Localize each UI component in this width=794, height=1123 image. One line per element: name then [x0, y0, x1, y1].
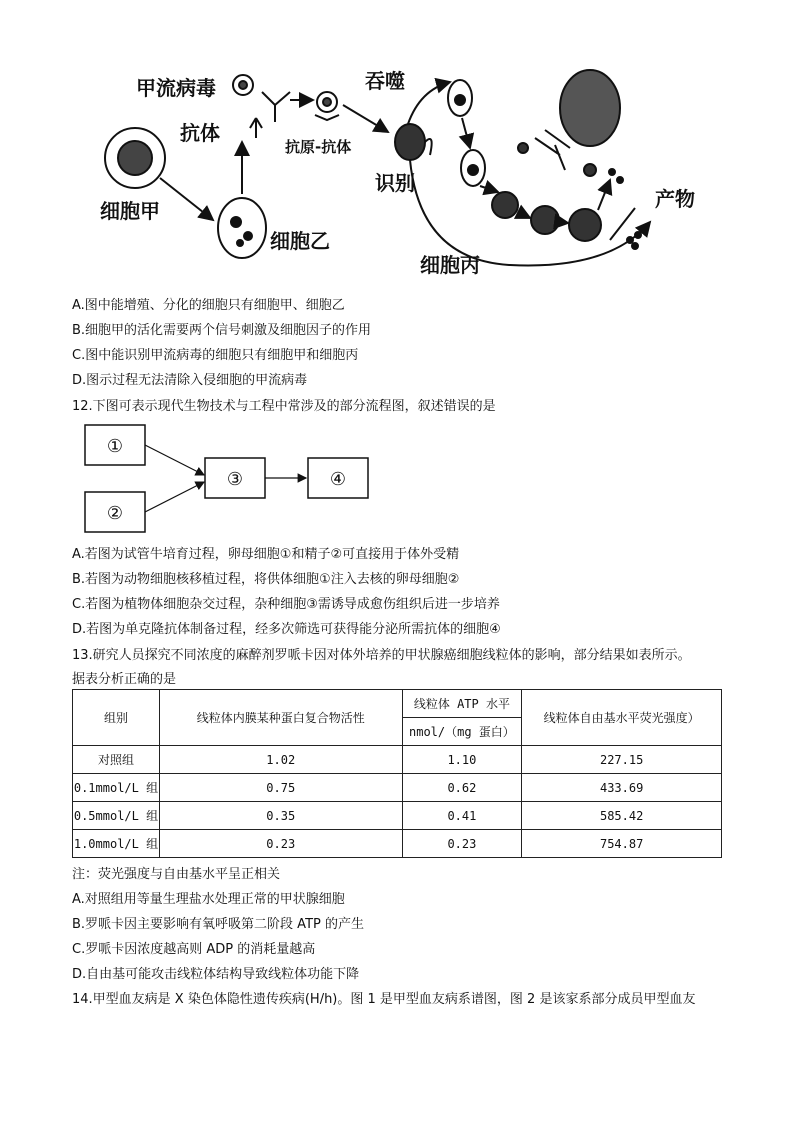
q12-stem: 12.下图可表示现代生物技术与工程中常涉及的部分流程图，叙述错误的是	[72, 399, 496, 414]
label-cell-b: 细胞乙	[270, 229, 330, 253]
cell-activity: 1.02	[159, 746, 402, 774]
cell-activity: 0.75	[159, 774, 402, 802]
label-phagocytose: 吞噬	[365, 69, 405, 93]
header-radical-fluorescence: 线粒体自由基水平荧光强度）	[522, 690, 722, 746]
label-cell-a: 细胞甲	[100, 199, 160, 223]
antigen-antibody-drawing	[315, 92, 339, 120]
virus-drawing	[233, 75, 253, 95]
q13-data-table	[72, 689, 722, 858]
q14-stem: 14.甲型血友病是 X 染色体隐性遗传疾病(H/h)。图 1 是甲型血友病系谱图，图 2 是该家系部分成员甲型血友	[72, 992, 696, 1007]
cell-activity: 0.35	[159, 802, 402, 830]
header-atp-level: 线粒体 ATP 水平	[402, 690, 522, 718]
q13-note: 注：荧光强度与自由基水平呈正相关	[72, 867, 281, 882]
phagocyte-drawing	[395, 70, 641, 249]
label-virus: 甲流病毒	[136, 76, 216, 100]
cell-atp: 0.62	[402, 774, 522, 802]
cell-fluorescence: 585.42	[522, 802, 722, 830]
table-row	[73, 774, 722, 802]
cell-group: 对照组	[73, 746, 160, 774]
q12-option-c: C.若图为植物体细胞杂交过程，杂种细胞③需诱导成愈伤组织后进一步培养	[72, 597, 500, 612]
q12-flow-diagram	[80, 420, 380, 535]
q11-option-a: A.图中能增殖、分化的细胞只有细胞甲、细胞乙	[72, 298, 345, 313]
q13-stem-line2: 据表分析正确的是	[72, 672, 177, 687]
q11-option-d: D.图示过程无法清除入侵细胞的甲流病毒	[72, 373, 308, 388]
label-recognize: 识别	[375, 171, 415, 195]
flow-box-3-label: ③	[226, 469, 244, 490]
label-antigen-antibody: 抗原-抗体	[285, 138, 352, 156]
q13-option-d: D.自由基可能攻击线粒体结构导致线粒体功能下降	[72, 967, 360, 982]
cell-activity: 0.23	[159, 830, 402, 858]
antibody-drawing	[262, 92, 290, 122]
table-row	[73, 802, 722, 830]
q12-option-b: B.若图为动物细胞核移植过程，将供体细胞①注入去核的卵母细胞②	[72, 572, 460, 587]
header-group: 组别	[73, 690, 160, 746]
table-header-row	[73, 690, 722, 718]
q13-option-c: C.罗哌卡因浓度越高则 ADP 的消耗量越高	[72, 942, 316, 957]
header-atp-unit: nmol/（mg 蛋白）	[402, 718, 522, 746]
table-row	[73, 830, 722, 858]
q13-option-a: A.对照组用等量生理盐水处理正常的甲状腺细胞	[72, 892, 345, 907]
flow-box-2-label: ②	[106, 503, 124, 524]
q12-option-d: D.若图为单克隆抗体制备过程，经多次筛选可获得能分泌所需抗体的细胞④	[72, 622, 501, 637]
cell-atp: 0.41	[402, 802, 522, 830]
cell-atp: 0.23	[402, 830, 522, 858]
q11-option-b: B.细胞甲的活化需要两个信号刺激及细胞因子的作用	[72, 323, 372, 338]
q13-stem-line1: 13.研究人员探究不同浓度的麻醉剂罗哌卡因对体外培养的甲状腺癌细胞线粒体的影响，部分结果如表所示。	[72, 648, 691, 663]
table-row	[73, 746, 722, 774]
header-complex-activity: 线粒体内膜某种蛋白复合物活性	[159, 690, 402, 746]
label-product: 产物	[655, 187, 695, 211]
label-antibody: 抗体	[180, 121, 220, 145]
immune-response-figure	[90, 60, 730, 290]
cell-group: 1.0mmol/L 组	[73, 830, 160, 858]
cell-fluorescence: 754.87	[522, 830, 722, 858]
q13-option-b: B.罗哌卡因主要影响有氧呼吸第二阶段 ATP 的产生	[72, 917, 364, 932]
cell-group: 0.1mmol/L 组	[73, 774, 160, 802]
cell-fluorescence: 227.15	[522, 746, 722, 774]
cell-group: 0.5mmol/L 组	[73, 802, 160, 830]
cell-fluorescence: 433.69	[522, 774, 722, 802]
cell-b-drawing	[218, 198, 266, 258]
label-cell-c: 细胞丙	[420, 253, 480, 277]
flow-box-4-label: ④	[329, 469, 347, 490]
flow-box-1-label: ①	[106, 436, 124, 457]
cell-atp: 1.10	[402, 746, 522, 774]
q11-option-c: C.图中能识别甲流病毒的细胞只有细胞甲和细胞丙	[72, 348, 359, 363]
cell-a-drawing	[105, 128, 165, 188]
q12-option-a: A.若图为试管牛培育过程，卵母细胞①和精子②可直接用于体外受精	[72, 547, 460, 562]
